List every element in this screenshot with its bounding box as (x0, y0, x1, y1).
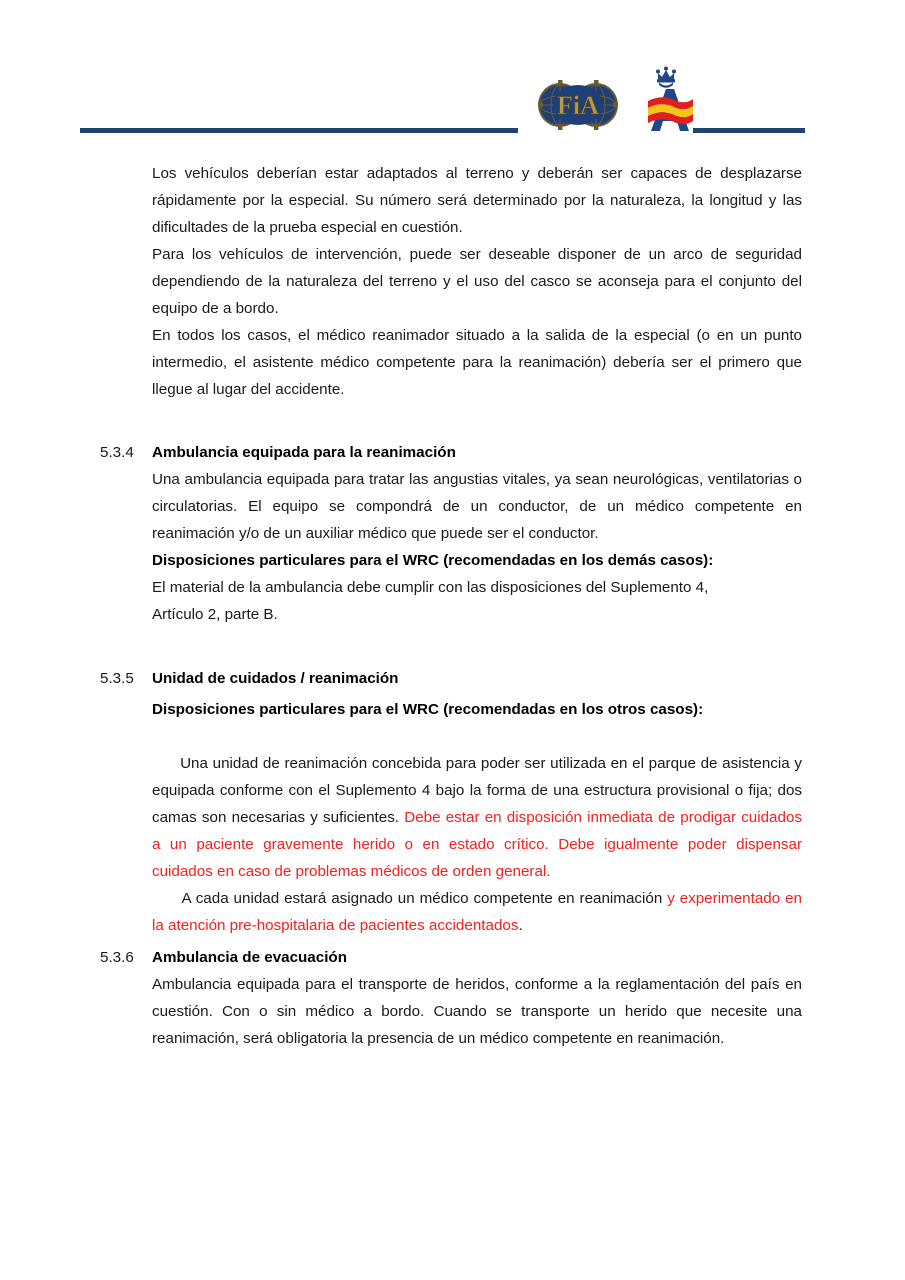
svg-text:FiA: FiA (557, 91, 599, 120)
section-title-5-3-6: Ambulancia de evacuación (152, 949, 347, 966)
section-5-3-5-body-black-1: Una unidad de reanimación concebida para poder ser utilizada en el parque de asistencia y equipada conforme con el Suplemento 4 bajo la forma de una estructura provisional o fija; dos camas son necesarias y suficientes. (152, 755, 807, 826)
rfeda-logo (641, 64, 699, 134)
intro-paragraph-1: Los vehículos deberían estar adaptados al terreno y deberán ser capaces de desplazarse rápidamente por la especial. Su número será determinado por la naturaleza, la longitud y las dificultades de la prueba especial en cuestión. (152, 165, 807, 236)
section-5-3-4-wrc-line-2: Artículo 2, parte B. (152, 606, 278, 623)
section-title-5-3-5: Unidad de cuidados / reanimación (152, 670, 399, 687)
section-number-5-3-5: 5.3.5 (100, 670, 134, 687)
intro-paragraph-3: En todos los casos, el médico reanimador situado a la salida de la especial (o en un punto intermedio, el asistente médico competente para la reanimación) debería ser el primero que llegue al lugar del accidente. (152, 327, 807, 398)
section-5-3-4-body: Una ambulancia equipada para tratar las angustias vitales, ya sean neurológicas, ventilatorias o circulatorias. El equipo se compondrá de un conductor, de un médico competente en reanimación y/o de un auxiliar médico que puede ser el conductor. (152, 471, 807, 542)
section-5-3-5-body-red-2: y experimentado en la atención pre-hospitalaria de pacientes accidentados (152, 890, 807, 934)
section-number-5-3-6: 5.3.6 (100, 949, 134, 966)
intro-paragraph-2: Para los vehículos de intervención, puede ser deseable disponer de un arco de seguridad dependiendo de la naturaleza del terreno y el uso del casco se aconseja para el conjunto del equipo de a bordo. (152, 246, 807, 317)
section-number-5-3-4: 5.3.4 (100, 444, 134, 461)
section-5-3-5-body-black-3: . (518, 917, 523, 934)
fia-logo (537, 78, 619, 132)
section-title-5-3-4: Ambulancia equipada para la reanimación (152, 444, 456, 461)
section-5-3-6-body: Ambulancia equipada para el transporte de heridos, conforme a la reglamentación del país en cuestión. Con o sin médico a bordo. Cuando se transporte un herido que necesite una reanimación, será obligatoria la presencia de un médico competente en reanimación. (152, 976, 807, 1047)
section-5-3-5-body-red-1: Debe estar en disposición inmediata de prodigar cuidados a un paciente gravemente herido o en estado crítico. Debe igualmente poder dispensar cuidados en caso de problemas médicos de orden general. (152, 809, 807, 880)
page-header (0, 0, 905, 145)
section-5-3-4-wrc-heading: Disposiciones particulares para el WRC (recomendadas en los demás casos): (152, 552, 714, 569)
section-heading-5-3-4 (100, 439, 802, 466)
section-heading-5-3-5 (100, 665, 802, 692)
header-rule-left (80, 128, 518, 133)
section-5-3-4-wrc-line-1: El material de la ambulancia debe cumplir con las disposiciones del Suplemento 4, (152, 579, 709, 596)
section-5-3-5-wrc-heading: Disposiciones particulares para el WRC (recomendadas en los otros casos): (152, 701, 704, 718)
header-rule-right (693, 128, 805, 133)
section-5-3-5-body-black-2: A cada unidad estará asignado un médico competente en reanimación (181, 890, 668, 907)
section-heading-5-3-6 (100, 944, 802, 971)
